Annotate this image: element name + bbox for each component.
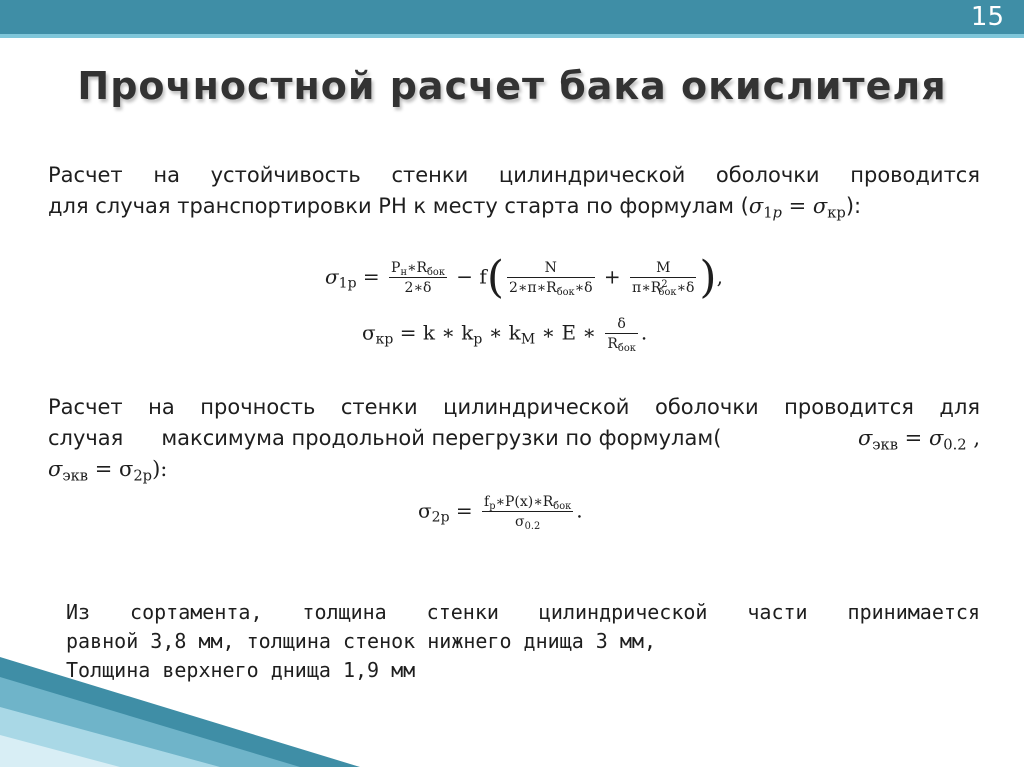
condition-formula-2: $\sigma_{экв} = \sigma_{0.2}$ , bbox=[857, 426, 980, 454]
formula-sigma-2p: $\sigma_{2p}$ = $\frac{f_p∗P(x)∗R_{бок}}{\sigma_{0.2}}$ . bbox=[418, 494, 583, 532]
formula-sigma-1p: $\sigma_{1p}$ = $\frac{P_н∗R_{бок}}{2∗\delta}$ − f( $\frac{N}{2∗\pi∗R_{бок}∗\delta}$ + $\frac{M}{\pi∗R^2_{бок}∗\delta}$ ), bbox=[325, 252, 723, 303]
paragraph-stability bbox=[48, 160, 980, 222]
fraction-axial-force: $\frac{N}{2∗\pi∗R_{бок}∗\delta}$ bbox=[509, 260, 593, 298]
condition-formula-3: $\sigma_{экв} = \sigma_{2p}$): bbox=[48, 457, 168, 485]
paragraph-strength bbox=[48, 392, 980, 485]
fraction-pressure: $\frac{P_н∗R_{бок}}{2∗\delta}$ bbox=[391, 260, 445, 296]
paragraph-stability-line-2-text: для случая транспортировки РН к месту старта по формулам ( bbox=[48, 194, 749, 218]
fraction-load: $\frac{f_p∗P(x)∗R_{бок}}{\sigma_{0.2}}$ bbox=[484, 494, 572, 532]
formula-sigma-kr: $\sigma_{кр} = k$ ∗ $k_p$ ∗ $k_M$ ∗ E ∗ $\frac{\delta}{R_{бок}}$ . bbox=[362, 316, 648, 354]
header-stripe bbox=[0, 34, 1024, 38]
fraction-thickness-radius: $\frac{\delta}{R_{бок}}$ bbox=[607, 316, 636, 354]
condition-formula-1: $\sigma_{1p} = \sigma_{кр}$ bbox=[748, 194, 846, 222]
paragraph-stability-line-1: Расчет на устойчивость стенки цилиндрической оболочки проводится bbox=[48, 163, 980, 187]
paragraph-strength-line-1: Расчет на прочность стенки цилиндрической оболочки проводится для bbox=[48, 395, 980, 419]
fraction-moment: $\frac{M}{\pi∗R^2_{бок}∗\delta}$ bbox=[632, 260, 695, 298]
paragraph-strength-line-2-text: максимума продольной перегрузки по формулам( bbox=[161, 426, 722, 450]
paragraph-assortment-line-3: Толщина верхнего днища 1,9 мм bbox=[66, 658, 416, 682]
paragraph-strength-line-2-rest bbox=[161, 423, 980, 454]
corner-decoration bbox=[0, 647, 360, 767]
slide-number: 15 bbox=[970, 2, 1004, 32]
paragraph-stability-line-2: для случая транспортировки РН к месту старта по формулам $(\sigma_{1p} = \sigma_{кр})$: bbox=[48, 194, 862, 222]
slide-title: Прочностной расчет бака окислителя bbox=[77, 64, 947, 108]
paragraph-strength-word: случая bbox=[48, 426, 124, 450]
paragraph-assortment-line-2: равной 3,8 мм, толщина стенок нижнего днища 3 мм, bbox=[66, 629, 657, 653]
paragraph-assortment-line-1: Из сортамента, толщина стенки цилиндрической части принимается bbox=[66, 600, 980, 624]
paragraph-strength-line-2 bbox=[48, 423, 980, 454]
header-bar bbox=[0, 0, 1024, 38]
